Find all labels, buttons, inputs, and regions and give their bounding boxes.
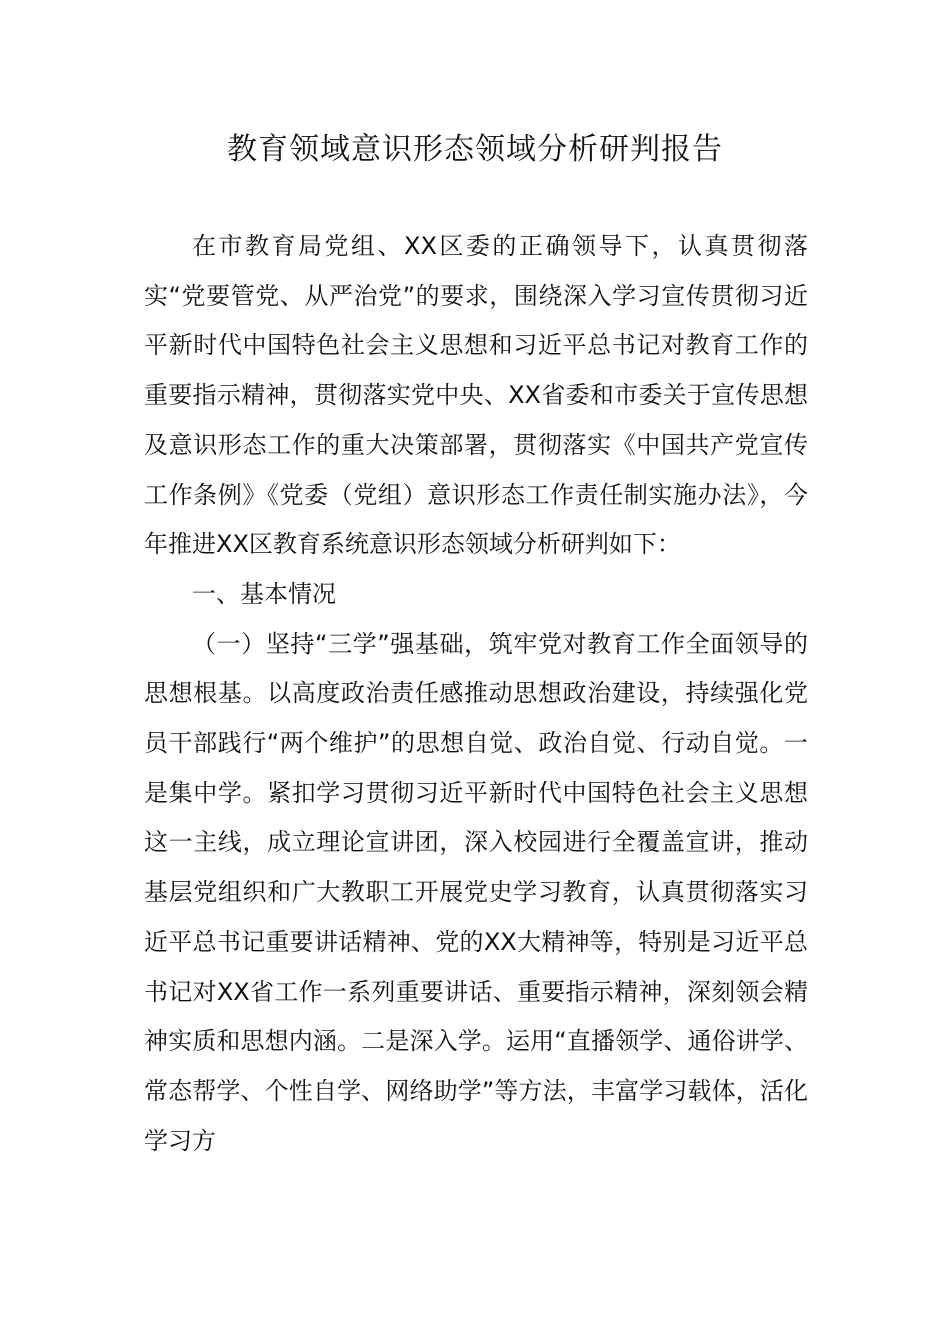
document-body [144,222,808,1166]
subsection-paragraph-1: （一）坚持“三学”强基础，筑牢党对教育工作全面领导的思想根基。以高度政治责任感推动思想政治建设，持续强化党员干部践行“两个维护”的思想自觉、政治自觉、行动自觉。一是集中学。紧扣学习贯彻习近平新时代中国特色社会主义思想这一主线，成立理论宣讲团，深入校园进行全覆盖宣讲，推动基层党组织和广大教职工开展党史学习教育，认真贯彻落实习近平总书记重要讲话精神、党的XX大精神等，特别是习近平总书记对XX省工作一系列重要讲话、重要指示精神，深刻领会精神实质和思想内涵。二是深入学。运用“直播领学、通俗讲学、常态帮学、个性自学、网络助学”等方法，丰富学习载体，活化学习方 [144,629,808,1155]
section-heading-basic-situation: 一、基本情况 [192,579,336,608]
document-title: 教育领域意识形态领域分析研判报告 [227,132,723,167]
intro-paragraph: 在市教育局党组、XX区委的正确领导下，认真贯彻落实“党要管党、从严治党”的要求，围绕深入学习宣传贯彻习近平新时代中国特色社会主义思想和习近平总书记对教育工作的重要指示精神，贯彻落实党中央、XX省委和市委关于宣传思想及意识形态工作的重大决策部署，贯彻落实《中国共产党宣传工作条例》《党委（党组）意识形态工作责任制实施办法》，今年推进XX区教育系统意识形态领域分析研判如下： [144,232,808,559]
